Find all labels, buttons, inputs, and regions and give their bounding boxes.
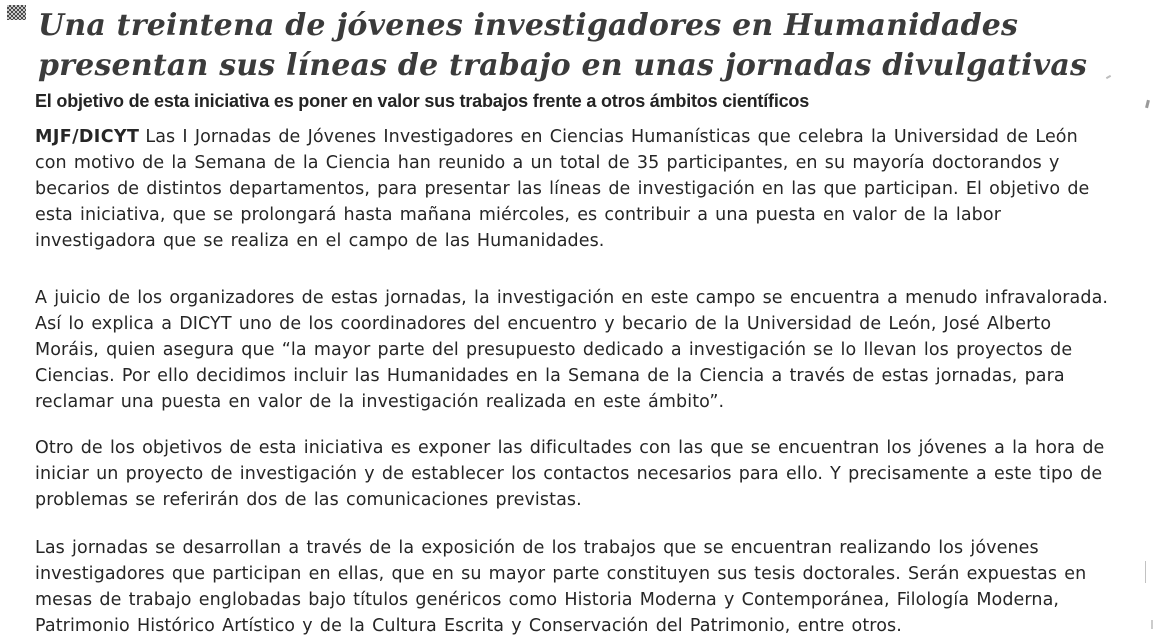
article-headline	[38, 6, 1146, 86]
halftone-square-icon	[7, 5, 26, 20]
body-line: Otro de los objetivos de esta iniciativa es exponer las dificultades con las que se encuentran los jóvenes a la hora de	[35, 438, 1105, 458]
body-line: Ciencias. Por ello decidimos incluir las Humanidades en la Semana de la Ciencia a través de estas jornadas, para	[35, 366, 1065, 386]
paragraph	[35, 435, 1148, 513]
byline-agency: MJF/DICYT	[35, 127, 140, 147]
body-line: iniciar un proyecto de investigación y de establecer los contactos necesarios para ello. Y precisamente a este tipo de	[35, 464, 1103, 484]
body-line: A juicio de los organizadores de estas jornadas, la investigación en este campo se encuentra a menudo infravalorada.	[35, 288, 1109, 308]
body-line: Moráis, quien asegura que “la mayor parte del presupuesto dedicado a investigación se lo llevan los proyectos de	[35, 340, 1073, 360]
body-line	[35, 124, 1148, 150]
article-body	[35, 124, 1148, 639]
article-subtitle: El objetivo de esta iniciativa es poner en valor sus trabajos frente a otros ámbitos científicos	[35, 91, 810, 111]
paragraph	[35, 285, 1148, 415]
body-line: mesas de trabajo englobadas bajo títulos genéricos como Historia Moderna y Contemporánea, Filología Moderna,	[35, 590, 1060, 610]
scan-artifact	[1145, 100, 1150, 108]
body-line: investigadores que participan en ellas, que en su mayor parte constituyen sus tesis doctorales. Serán expuestas en	[35, 564, 1087, 584]
body-line: reclamar una puesta en valor de la investigación realizada en este ámbito”.	[35, 392, 725, 412]
body-line-text: Las I Jornadas de Jóvenes Investigadores en Ciencias Humanísticas que celebra la Universidad de León	[145, 127, 1078, 147]
scan-artifact	[1145, 561, 1146, 583]
body-line: Así lo explica a DICYT uno de los coordinadores del encuentro y becario de la Universidad de León, José Alberto	[35, 314, 1052, 334]
body-line: investigadora que se realiza en el campo de las Humanidades.	[35, 231, 605, 251]
body-line: esta iniciativa, que se prolongará hasta mañana miércoles, es contribuir a una puesta en valor de la labor	[35, 205, 1001, 225]
headline-line: Una treintena de jóvenes investigadores en Humanidades	[38, 8, 1019, 43]
body-line: Las jornadas se desarrollan a través de la exposición de los trabajos que se encuentran realizando los jóvenes	[35, 538, 1039, 558]
body-line: con motivo de la Semana de la Ciencia han reunido a un total de 35 participantes, en su mayoría doctorandos y	[35, 153, 1060, 173]
body-line: Patrimonio Histórico Artístico y de la Cultura Escrita y Conservación del Patrimonio, entre otros.	[35, 616, 902, 636]
paragraph	[35, 535, 1148, 639]
scan-artifact	[1151, 620, 1153, 629]
body-line: problemas se referirán dos de las comunicaciones previstas.	[35, 490, 582, 510]
headline-line: presentan sus líneas de trabajo en unas jornadas divulgativas	[38, 48, 1088, 83]
paragraph	[35, 124, 1148, 254]
body-line: becarios de distintos departamentos, para presentar las líneas de investigación en las que participan. El objetivo de	[35, 179, 1090, 199]
